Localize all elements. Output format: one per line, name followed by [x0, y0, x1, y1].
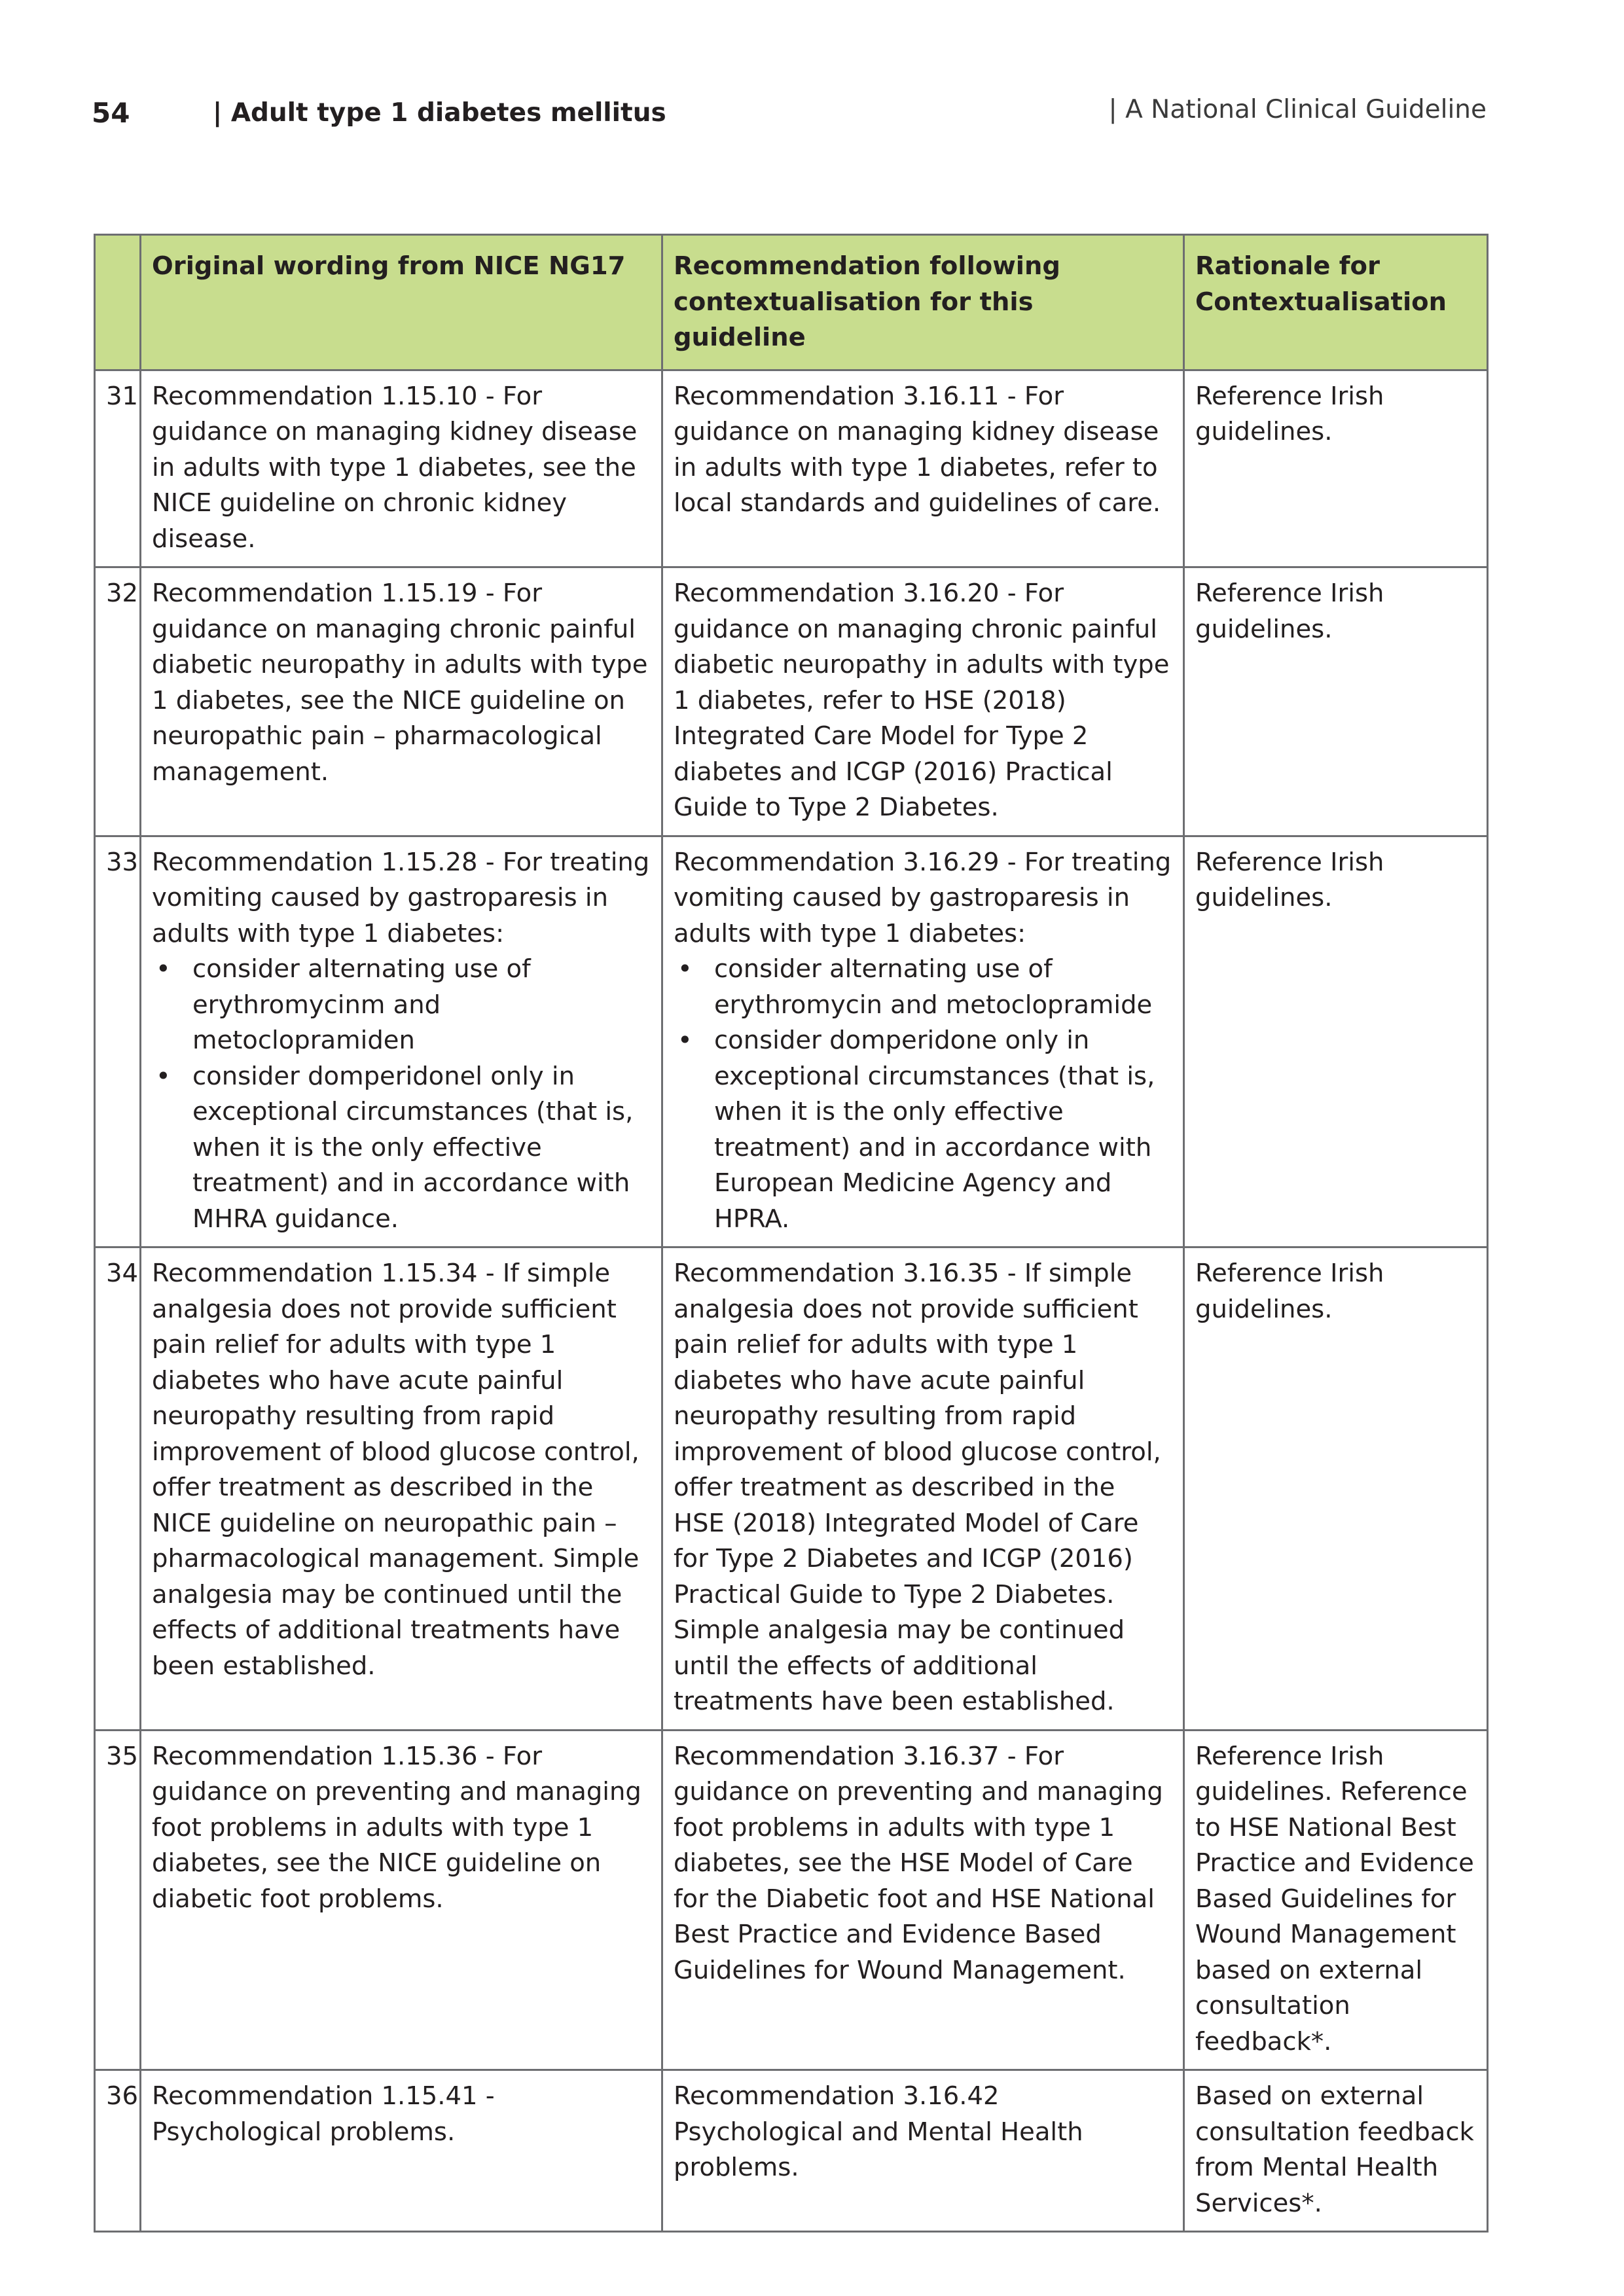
rationale-cell: Reference Irish guidelines. Reference to HSE National Best Practice and Evidence Based Guidelines for Wound Management based on external consultation feedback*. — [1184, 1730, 1488, 2070]
table-header-row — [95, 235, 1488, 370]
row-number: 33 — [95, 836, 141, 1247]
table-row — [95, 1247, 1488, 1731]
row-number: 36 — [95, 2070, 141, 2232]
table-row — [95, 836, 1488, 1247]
list-item: • consider alternating use of erythromycin and metoclopramide — [674, 952, 1172, 1023]
recommendation-cell: Recommendation 3.16.42 Psychological and Mental Health problems. — [662, 2070, 1184, 2232]
table-row — [95, 2070, 1488, 2232]
original-wording-cell: Recommendation 1.15.36 - For guidance on preventing and managing foot problems in adults with type 1 diabetes, see the NICE guideline on diabetic foot problems. — [141, 1730, 662, 2070]
original-wording-cell: Recommendation 1.15.34 - If simple analgesia does not provide sufficient pain relief for adults with type 1 diabetes who have acute painful neuropathy resulting from rapid improvement of blood glucose control, offer treatment as described in the NICE guideline on neuropathic pain – pharmacological management. Simple analgesia may be continued until the effects of additional treatments have been established. — [141, 1247, 662, 1731]
recommendation-cell: Recommendation 3.16.20 - For guidance on managing chronic painful diabetic neuropathy in adults with type 1 diabetes, refer to HSE (2018) Integrated Care Model for Type 2 diabetes and ICGP (2016) Practical Guide to Type 2 Diabetes. — [662, 567, 1184, 836]
page-number: 54 — [92, 97, 130, 129]
rationale-cell: Reference Irish guidelines. — [1184, 370, 1488, 567]
table-row — [95, 567, 1488, 836]
original-bullet-list — [152, 952, 651, 1237]
list-item: • consider alternating use of erythromycinm and metoclopramiden — [152, 952, 651, 1059]
recommendation-cell: Recommendation 3.16.37 - For guidance on preventing and managing foot problems in adults with type 1 diabetes, see the HSE Model of Care for the Diabetic foot and HSE National Best Practice and Evidence Based Guidelines for Wound Management. — [662, 1730, 1184, 2070]
column-header-rationale: Rationale for Contextualisation — [1184, 235, 1488, 370]
original-wording-cell: Recommendation 1.15.41 -Psychological problems. — [141, 2070, 662, 2232]
recommendation-intro: Recommendation 3.16.29 - For treating vomiting caused by gastroparesis in adults with type 1 diabetes: — [674, 847, 1172, 948]
original-intro: Recommendation 1.15.28 - For treating vomiting caused by gastroparesis in adults with type 1 diabetes: — [152, 847, 650, 948]
list-item: • consider domperidone only in exceptional circumstances (that is, when it is the only effective treatment) and in accordance with European Medicine Agency and HPRA. — [674, 1023, 1172, 1237]
rationale-cell: Reference Irish guidelines. — [1184, 567, 1488, 836]
list-item: • consider domperidonel only in exceptional circumstances (that is, when it is the only effective treatment) and in accordance with MHRA guidance. — [152, 1059, 651, 1238]
column-header-original: Original wording from NICE NG17 — [141, 235, 662, 370]
column-header-number — [95, 235, 141, 370]
row-number: 34 — [95, 1247, 141, 1731]
recommendation-bullet-list — [674, 952, 1172, 1237]
table-row — [95, 370, 1488, 567]
recommendation-cell: Recommendation 3.16.11 - For guidance on managing kidney disease in adults with type 1 diabetes, refer to local standards and guidelines of care. — [662, 370, 1184, 567]
row-number: 31 — [95, 370, 141, 567]
rationale-cell: Reference Irish guidelines. — [1184, 836, 1488, 1247]
row-number: 35 — [95, 1730, 141, 2070]
rationale-cell: Reference Irish guidelines. — [1184, 1247, 1488, 1731]
original-wording-cell: Recommendation 1.15.19 - For guidance on managing chronic painful diabetic neuropathy in adults with type 1 diabetes, see the NICE guideline on neuropathic pain – pharmacological management. — [141, 567, 662, 836]
original-wording-cell — [141, 836, 662, 1247]
contextualisation-table — [94, 234, 1489, 2233]
recommendation-cell — [662, 836, 1184, 1247]
original-wording-cell: Recommendation 1.15.10 - For guidance on managing kidney disease in adults with type 1 diabetes, see the NICE guideline on chronic kidney disease. — [141, 370, 662, 567]
document-title: | Adult type 1 diabetes mellitus — [213, 98, 666, 128]
row-number: 32 — [95, 567, 141, 836]
table-row — [95, 1730, 1488, 2070]
column-header-recommendation: Recommendation following contextualisation for this guideline — [662, 235, 1184, 370]
recommendation-cell: Recommendation 3.16.35 - If simple analgesia does not provide sufficient pain relief for adults with type 1 diabetes who have acute painful neuropathy resulting from rapid improvement of blood glucose control, offer treatment as described in the HSE (2018) Integrated Model of Care for Type 2 Diabetes and ICGP (2016) Practical Guide to Type 2 Diabetes. Simple analgesia may be continued until the effects of additional treatments have been established. — [662, 1247, 1184, 1731]
document-series: | A National Clinical Guideline — [1108, 95, 1487, 124]
rationale-cell: Based on external consultation feedback from Mental Health Services*. — [1184, 2070, 1488, 2232]
